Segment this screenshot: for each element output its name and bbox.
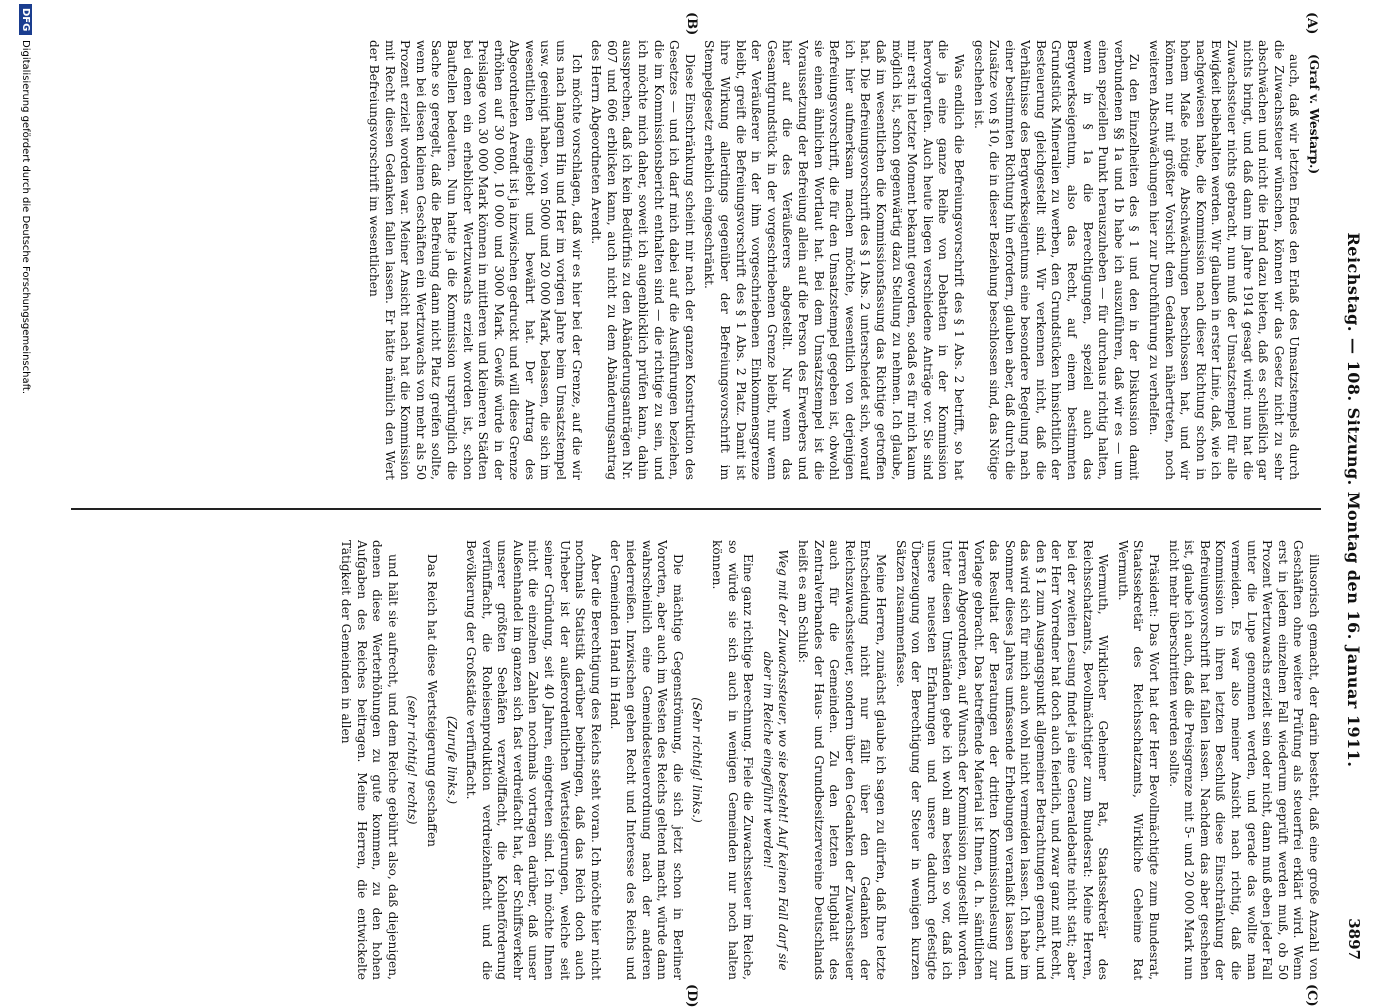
dfg-logo: DFG	[19, 4, 32, 35]
paragraph: und hält sie aufrecht, und dem Reiche gebührt also, daß diejenigen, denen diese Werterhöhungen zu gute kommen, zu den hohen Aufgaben des Reiches beitragen. Meine Herren, die entwickelte Tätigkeit der Gemeinden in allen	[338, 540, 400, 980]
footer-credit: Digitalisierung gefördert durch die Deutsche Forschungsgemeinschaft.	[20, 40, 31, 395]
interjection: (sehr richtig! rechts)	[405, 695, 420, 825]
column-divider	[71, 508, 1321, 510]
paragraph: Diese Einschränkung scheint mir nach der ganzen Konstruktion des Gesetzes — und ich darf mich dabei auf die Ausführungen beziehen, die im Kommissionsbericht enthalten sind — die richtige zu sein, und ich möchte mich daher, soweit ich augenblicklich prüfen kann, dahin aussprechen, daß ich kein Bedürfnis zu den Abänderungsanträgen Nr. 607 und 606 erblicken kann, auch nicht zu dem Abänderungsantrag des Herrn Abgeordneten Arendt.	[589, 40, 697, 480]
quotation: Weg mit der Zuwachssteuer, wo sie besteht! Auf keinen Fall darf sie aber im Reiche eingeführt werden!	[760, 549, 791, 971]
paragraph: Präsident: Das Wort hat der Herr Bevollmächtigte zum Bundesrat, Staatssekretär des Reichsschatzamts, Wirkliche Geheime Rat Wermuth.	[1115, 540, 1162, 980]
margin-mark-c: (C)	[1304, 984, 1319, 1007]
paragraph: Eine ganz richtige Berechnung. Fiele die Zuwachssteuer im Reiche, so würde sie sich auch in wenigen Gemeinden nur noch halten können.	[710, 540, 756, 980]
interjection: (Sehr richtig! links.)	[690, 697, 705, 823]
paragraph: Meine Herren, zunächst glaube ich sagen zu dürfen, daß Ihre letzte Entscheidung nicht nur fällt über den Gedanken der Reichszuwachssteuer, sondern über den Gedanken der Zuwachssteuer auch für die Gemeinden. Zu den letzten Flugblatt des Zentralverbandes der Haus- und Grundbesitzervereine Deutschlands heißt es am Schluß:	[796, 540, 888, 980]
speaker-label: (Graf v. Westarp.)	[1307, 54, 1321, 175]
paragraph: Das Reich hat diese Wertsteigerung geschaffen	[424, 554, 439, 848]
paragraph: Wermuth, Wirklicher Geheimer Rat, Staatssekretär des Reichsschatzamts, Bevollmächtigter zum Bundesrat: Meine Herren, bei der zweiten Lesung findet ja eine Generaldebatte nicht statt; aber der Herr Vorredner hat doch auch feierlich, und zwar ganz mit Recht, den § 1 zum Ausgangspunkt allgemeiner Betrachtungen gemacht, und das wird sich für mich auch wohl nicht vermeiden lassen. Ich habe im Sommer dieses Jahres umfassende Erhebungen veranlaßt lassen und das Resultat der Beratungen der dritten Kommissionslesung zur Vorlage gebracht. Das betreffende Material ist Ihnen, d. h. sämtlichen Herren Abgeordneten, auf Wunsch der Kommission zugestellt worden. Unter diesen Umständen gebe ich wohl am besten so vor, daß ich unsere neuesten Erfahrungen und unsere dadurch gefestigte Überzeugung von der Berechtigung der Steuer in wenigen kurzen Sätzen zusammenfasse.	[893, 540, 1111, 980]
text-column-right	[71, 540, 1321, 980]
paragraph: Die mächtige Gegenströmung, die sich jetzt schon in Berliner Vororten, aber auch im Westen des Reichs geltend macht, würde dann wahrscheinlich eine Gemeindesteuerordnung nach der anderen niederreißen. Inzwischen gehen Recht und Interesse des Reichs und der Gemeinden Hand in Hand.	[608, 540, 685, 980]
margin-mark-a: (A)	[1304, 12, 1319, 35]
header-title: Reichstag. — 108. Sitzung. Montag den 16. Januar 1911.	[1344, 232, 1363, 768]
margin-mark-d: (D)	[684, 984, 699, 1008]
paragraph: Ich möchte vorschlagen, daß wir es hier bei der Grenze, auf die wir uns nach langem Hin und Her im vorigen Jahre beim Umsatzstempel usw. geeinigt haben, von 5000 und 20 000 Mark, belassen, die sich im wesentlichen eingelebt und bewährt hat. Der Antrag des Abgeordneten Arendt ist ja inzwischen gedruckt und will diese Grenze erhöhen auf 30 000, 10 000 und 3000 Mark. Gewiß würde in der Preislage von 30 000 Mark können in mittleren und kleineren Städten bei denen ein erheblicher Wertzuwachs erzielt worden ist, schon Bauftellen bedeuten. Nun hatte ja die Kommission ursprünglich die Sache so geregelt, daß die Befreiung dann nicht Platz greifen sollte, wenn bei diesen kleinen Geschäften ein Wertzuwachs von mehr als 50 Prozent erzielt worden war. Meiner Ansicht nach hat die Kommission mit Recht diesen Gedanken fallen lassen. Er hätte nämlich den Wert der Befreiungsvorschrift im wesentlichen	[366, 40, 584, 480]
page-header	[1339, 30, 1369, 970]
paragraph: illusorisch gemacht, der darin besteht, daß eine große Anzahl von Geschäften ohne weitere Prüfung als steuerfrei erklärt wird. Wenn erst in jedem einzelnen Fall wiederum geprüft werden muß, ob 50 Prozent Wertzuwachs erzielt sein oder nicht, dann muß eben jeder Fall unter die Lupe genommen werden, und gerade das wollte man vermeiden. Es war also meiner Ansicht nach richtig, daß die Kommission in ihren letzten Beschluß diese Einschränkung der Befreiungsvorschrift hat fallen lassen. Nachdem das aber geschehen ist, glaube ich auch, daß die Preisgrenze mit 5- und 20 000 Mark nun nicht mehr überschritten werden sollte.	[1166, 540, 1321, 980]
paragraph: Was endlich die Befreiungsvorschrift des § 1 Abs. 2 betrifft, so hat die ja eine ganze Reihe von Debatten in der Kommission hervorgerufen. Auch heute liegen verschiedene Anträge vor. Sie sind mir erst in letzter Moment bekannt geworden, sodaß es für mich kaum möglich ist, schon gegenwärtig dazu Stellung zu nehmen. Ich glaube, daß im wesentlichen die Kommissionsfassung das Richtige getroffen hat. Die Befreiungsvorschrift des § 1 Abs. 2 unterscheidet sich, worauf ich hier aufmerksam machen möchte, wesentlich von derjenigen Befreiungsvorschrift, die für den Umsatzstempel gegeben ist, obwohl sie einen ähnlichen Wortlaut hat. Bei dem Umsatzstempel ist die Voraussetzung der Befreiung allein auf die Person des Erwerbers und hier auf die des Veräußerers abgestellt. Nur wenn das Gesamtgrundstück in der vorgeschriebenen Grenze bleibt, nur wenn der Veräußerer in der ihm vorgeschriebenen Einkommensgrenze bleibt, greift die Befreiungsvorschrift des § 1 Abs. 2 Platz. Damit ist ihre Wirkung allerdings gegenüber der Befreiungsvorschrift im Stempelgesetz erheblich eingeschränkt.	[702, 40, 966, 480]
paragraph: auch, daß wir letzten Endes den Erlaß des Umsatzstempels durch die Zuwachssteuer wünschen, können wir das Gesetz nicht zu sehr abschwächen und nicht die Hand dazu bieten, daß es schließlich gar nichts bringt, und daß dann im Jahre 1914 gesagt wird: nun hat die Zuwachssteuer nichts gebracht, nun muß der Umsatzstempel für alle Ewigkeit beibehalten werden. Wir glauben in erster Linie, daß, wie ich nachgewiesen habe, die Kommission nach dieser Richtung schon in hohem Maße nötige Abschwächungen beschlossen hat, und wir können nur mit größter Vorsicht dem Gedanken nähertreten, noch weiteren Abschwächungen hier zur Durchführung zu verhelfen.	[1147, 40, 1302, 480]
header-page-number: 3897	[1345, 918, 1363, 960]
interjection: (Zurufe links.)	[444, 715, 459, 805]
footer-credit-strip	[13, 0, 35, 1000]
paragraph: Aber die Berechtigung des Reichs steht voran. Ich möchte hier nicht nochmals Statistik darüber beibringen, daß das Reich doch auch Urheber ist der außerordentlichen Wertsteigerungen, welche seit seiner Gründung, seit 40 Jahren, eingetreten sind. Ich möchte Ihnen nicht die einzelnen Zahlen nochmals vortragen darüber, daß unser Außenhandel im ganzen sich fast verdreifacht hat, der Schiffsverkehr unserer größten Seehäfen verzwölffacht, die Kohlenförderung verfünffacht, die Roheisenproduktion verdreizehnfacht und die Bevölkerung der Großstädte verfünffacht.	[464, 540, 603, 980]
text-column-left	[71, 40, 1321, 480]
paragraph: Zu den Einzelheiten des § 1 und den in der Diskussion damit verbundenen §§ 1a und 1b habe ich auszuführen, daß wir es — um einen speziellen Punkt herauszuheben — für durchaus richtig halten, wenn in § 1a die Berechtigungen, speziell auch das Bergwerkseigentum, also das Recht, auf einem bestimmten Grundstück Mineralien zu werben, den Grundstücken hinsichtlich der Besteuerung gleichgestellt sind. Wir verkennen nicht, daß die Verhältnisse des Bergwerkseigentums eine besondere Regelung nach einer bestimmten Richtung hin erfordern, glauben aber, daß durch die Zusätze von § 10, die in dieser Beziehung beschlossen sind, das Nötige geschehen ist.	[971, 40, 1142, 480]
margin-mark-b: (B)	[684, 12, 699, 36]
